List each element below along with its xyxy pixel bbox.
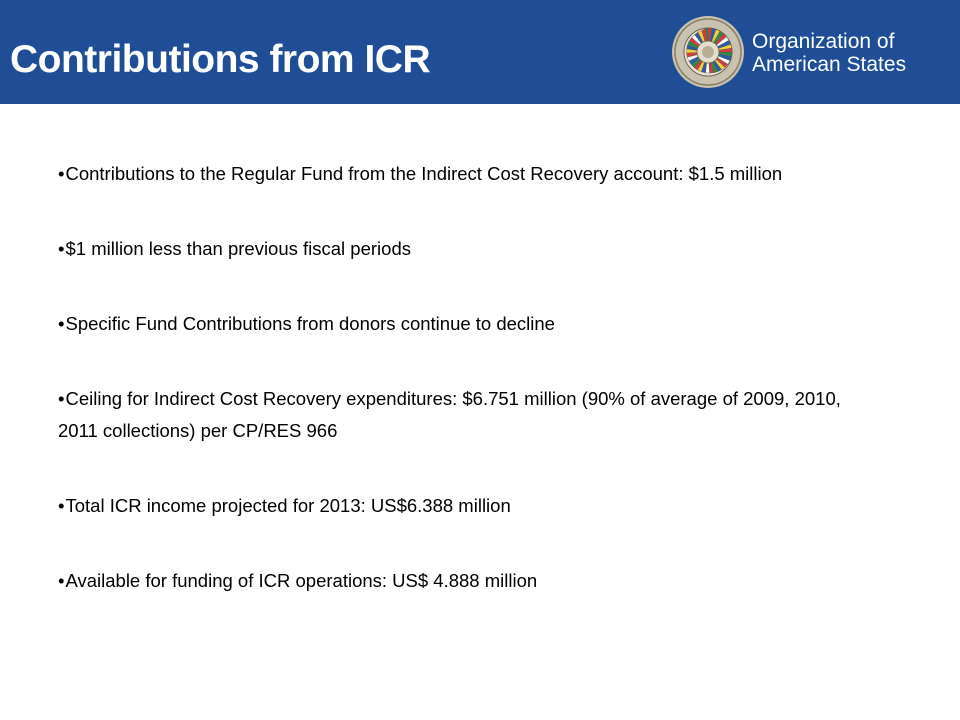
bullet-item [58,565,878,597]
bullet-marker: • [58,163,65,184]
bullet-marker: • [58,388,65,409]
bullet-text: Total ICR income projected for 2013: US$6.388 million [65,495,511,516]
bullet-item [58,233,878,265]
bullet-item [58,383,878,447]
bullet-item [58,490,878,522]
bullet-list [58,158,878,640]
slide-header [0,0,960,104]
bullet-text: Specific Fund Contributions from donors continue to decline [65,313,555,334]
bullet-text: Available for funding of ICR operations: US$ 4.888 million [65,570,538,591]
slide-title: Contributions from ICR [10,38,431,81]
bullet-marker: • [58,495,65,516]
bullet-text: Contributions to the Regular Fund from the Indirect Cost Recovery account: $1.5 million [65,163,783,184]
bullet-item [58,158,878,190]
bullet-marker: • [58,313,65,334]
bullet-marker: • [58,570,65,591]
bullet-marker: • [58,238,65,259]
org-name-line2: American States [752,53,907,76]
oas-logo [668,12,948,92]
org-name-line1: Organization of [752,30,895,53]
bullet-text: $1 million less than previous fiscal periods [65,238,411,259]
bullet-text: Ceiling for Indirect Cost Recovery expenditures: $6.751 million (90% of average of 2009, 2010, 2011 collections) per CP/RES 966 [58,388,841,441]
oas-seal-icon [671,15,745,89]
bullet-item [58,308,878,340]
